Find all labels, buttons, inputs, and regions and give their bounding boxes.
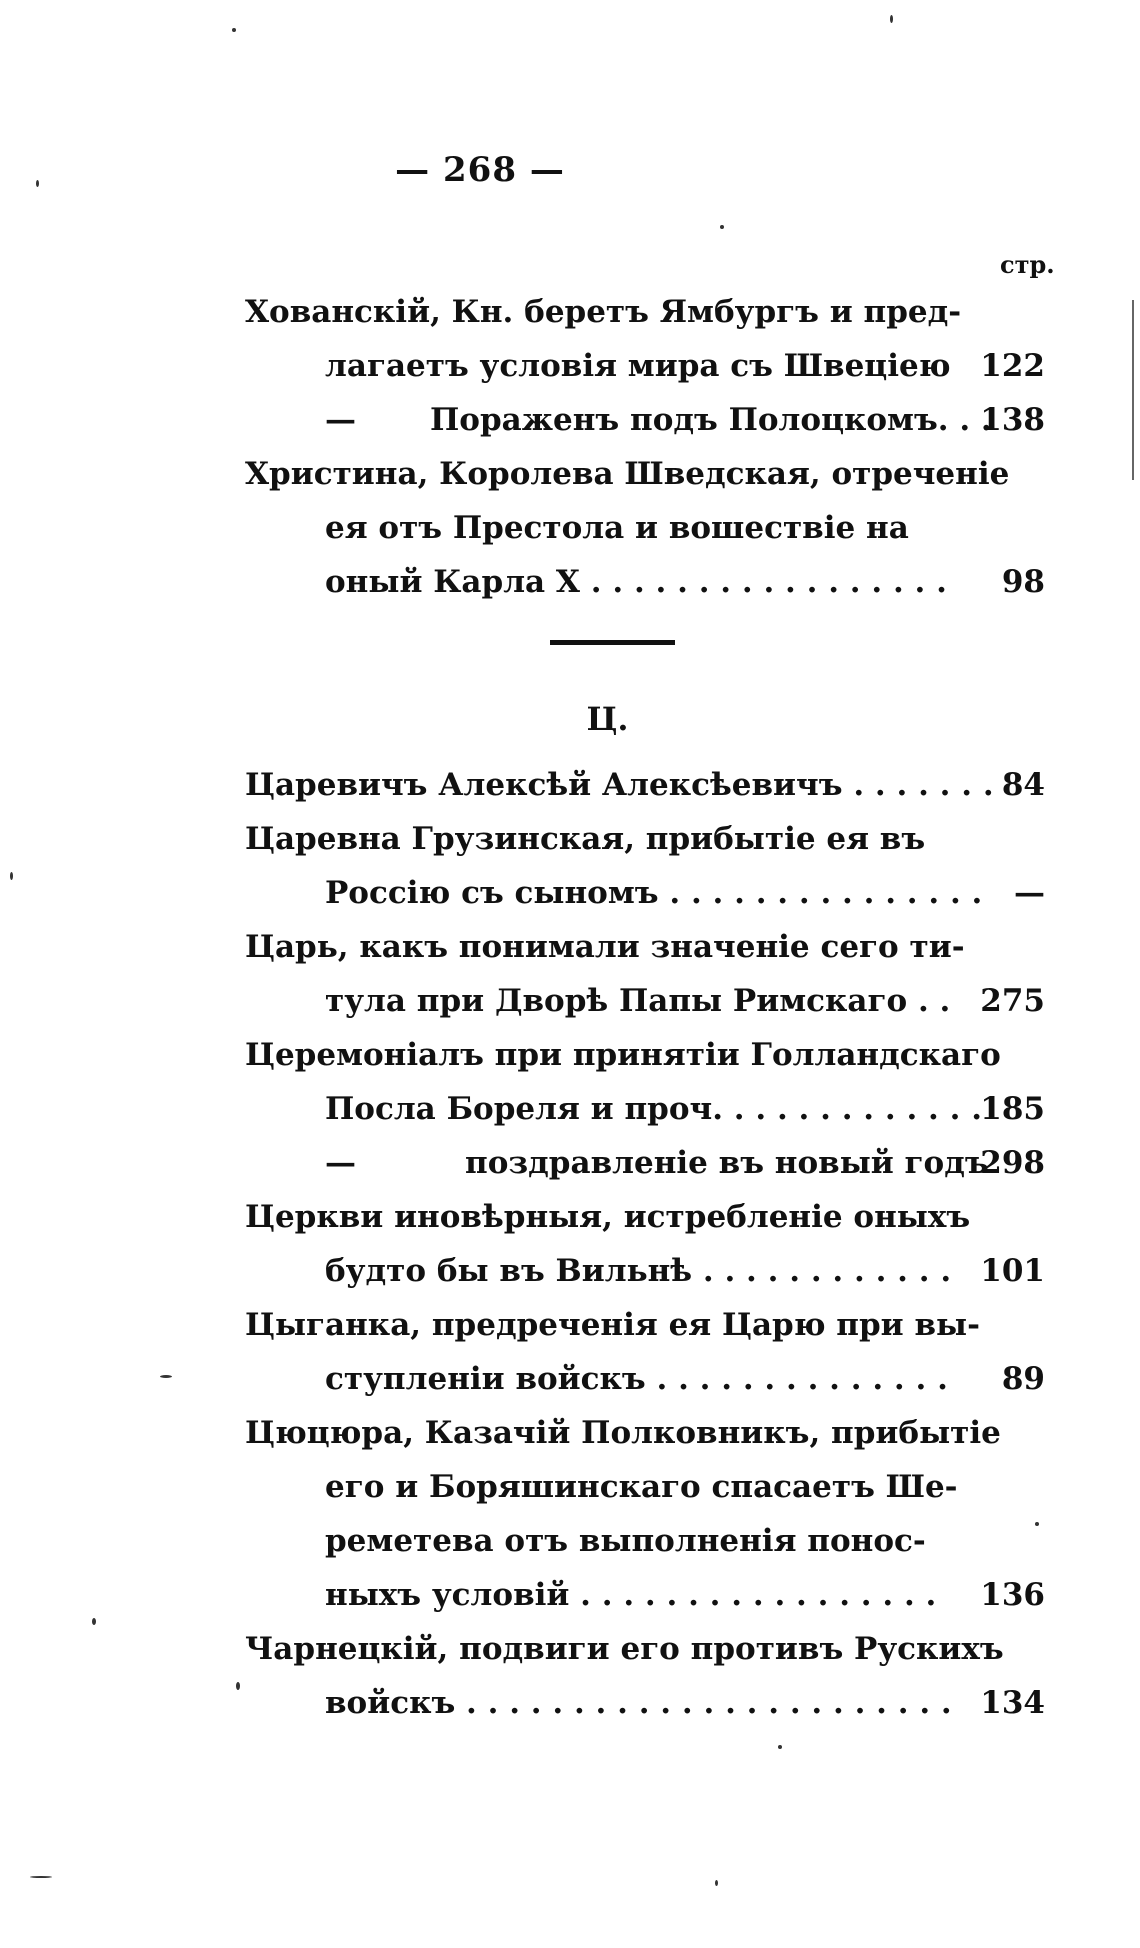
entry-text: поздравленіе въ новый годъ xyxy=(465,1145,989,1181)
entry-page-number: 275 xyxy=(980,983,1045,1019)
scan-speck xyxy=(232,28,236,32)
entry-text: Царевна Грузинская, прибытіе ея въ xyxy=(245,821,926,857)
entry-page-number: 298 xyxy=(980,1145,1045,1181)
scan-speck xyxy=(720,225,724,229)
entry-text: будто бы въ Вильнѣ . . . . . . . . . . . . xyxy=(325,1253,952,1289)
index-line xyxy=(245,866,1045,920)
index-line xyxy=(245,1676,1045,1730)
scan-speck xyxy=(10,872,13,880)
entry-text: Россію съ сыномъ . . . . . . . . . . . . . . . xyxy=(325,875,983,911)
entry-page-number: 101 xyxy=(980,1253,1045,1289)
index-line xyxy=(245,285,1045,339)
scan-speck xyxy=(778,1745,782,1749)
index-line xyxy=(245,974,1045,1028)
entry-text: Христина, Королева Шведская, отреченіе xyxy=(245,456,1010,492)
entry-page-number: 138 xyxy=(980,402,1045,438)
entry-page-number: 89 xyxy=(1001,1361,1045,1397)
entry-text: Церкви иновѣрныя, истребленіе оныхъ xyxy=(245,1199,971,1235)
section-heading: Ц. xyxy=(586,700,629,738)
index-line xyxy=(245,1298,1045,1352)
entry-text: ея отъ Престола и вошествіе на xyxy=(325,510,909,546)
index-line xyxy=(245,1082,1045,1136)
index-line xyxy=(245,501,1045,555)
entry-text: Царевичъ Алексѣй Алексѣевичъ . . . . . . . xyxy=(245,767,994,803)
index-block-ts xyxy=(245,758,1045,1730)
index-line xyxy=(245,339,1045,393)
entry-text: Цюцюра, Казачій Полковникъ, прибытіе xyxy=(245,1415,1001,1451)
entry-text: Пораженъ подъ Полоцкомъ. . . xyxy=(430,402,992,438)
entry-text: Церемоніалъ при принятіи Голландскаго xyxy=(245,1037,1001,1073)
entry-text: войскъ . . . . . . . . . . . . . . . . . . . . . . . xyxy=(325,1685,952,1721)
scan-speck xyxy=(92,1618,96,1625)
entry-page-number: 185 xyxy=(980,1091,1045,1127)
index-line xyxy=(245,1622,1045,1676)
entry-text: лагаетъ условія мира съ Швеціею xyxy=(325,348,951,384)
entry-text: реметева отъ выполненія понос- xyxy=(325,1523,926,1559)
section-separator-rule xyxy=(550,640,675,645)
entry-text: Посла Бореля и проч. . . . . . . . . . . . . xyxy=(325,1091,983,1127)
entry-text: Хованскій, Кн. беретъ Ямбургъ и пред- xyxy=(245,294,962,330)
index-line xyxy=(245,920,1045,974)
entry-text: тула при Дворѣ Папы Римскаго . . xyxy=(325,983,951,1019)
index-line xyxy=(245,758,1045,812)
index-line xyxy=(245,1352,1045,1406)
index-line xyxy=(245,1568,1045,1622)
entry-page-number: — xyxy=(1014,875,1045,911)
entry-text: Цыганка, предреченія ея Царю при вы- xyxy=(245,1307,980,1343)
index-line xyxy=(245,812,1045,866)
entry-page-number: 136 xyxy=(980,1577,1045,1613)
index-line xyxy=(245,1028,1045,1082)
scan-speck xyxy=(36,180,39,187)
scan-speck xyxy=(160,1375,172,1378)
index-line xyxy=(245,1460,1045,1514)
index-line xyxy=(245,1190,1045,1244)
scan-speck xyxy=(30,1876,52,1878)
entry-text: Царь, какъ понимали значеніе сего ти- xyxy=(245,929,965,965)
index-line xyxy=(245,555,1045,609)
scan-speck xyxy=(715,1880,718,1886)
index-line xyxy=(245,447,1045,501)
page-column-label: стр. xyxy=(1000,250,1055,279)
scan-speck xyxy=(1035,1522,1039,1526)
entry-page-number: 98 xyxy=(1001,564,1045,600)
index-line xyxy=(245,393,1045,447)
entry-text: ступленіи войскъ . . . . . . . . . . . . . . xyxy=(325,1361,948,1397)
entry-text: ныхъ условій . . . . . . . . . . . . . . . . . xyxy=(325,1577,937,1613)
scan-speck xyxy=(236,1682,240,1690)
entry-text: оный Карла X . . . . . . . . . . . . . . . . . xyxy=(325,564,947,600)
scan-speck xyxy=(890,15,893,23)
ditto-dash: — xyxy=(325,402,356,438)
index-line xyxy=(245,1406,1045,1460)
entry-page-number: 84 xyxy=(1001,767,1045,803)
entry-text: Чарнецкій, подвиги его противъ Рускихъ xyxy=(245,1631,1004,1667)
index-line xyxy=(245,1136,1045,1190)
index-line xyxy=(245,1244,1045,1298)
scan-edge-artifact xyxy=(1132,300,1134,480)
index-block-kh xyxy=(245,285,1045,609)
entry-page-number: 134 xyxy=(980,1685,1045,1721)
index-line xyxy=(245,1514,1045,1568)
entry-page-number: 122 xyxy=(980,348,1045,384)
entry-text: его и Боряшинскаго спасаетъ Ше- xyxy=(325,1469,958,1505)
ditto-dash: — xyxy=(325,1145,356,1181)
page-number: — 268 — xyxy=(395,150,565,190)
